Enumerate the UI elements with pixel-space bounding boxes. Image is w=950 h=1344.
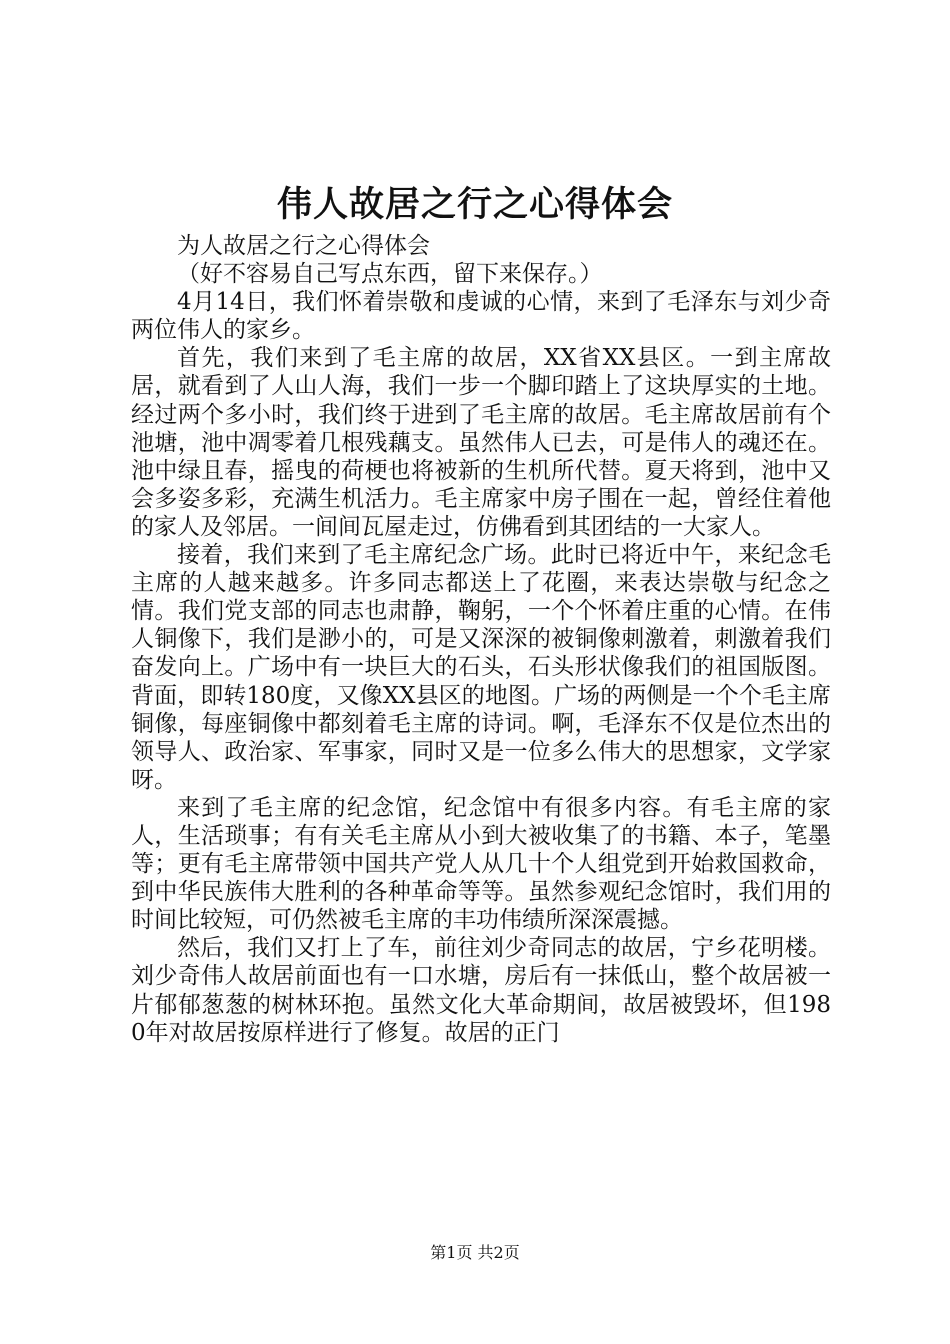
paragraph-mao-former-residence: 首先，我们来到了毛主席的故居，XX省XX县区。一到主席故居，就看到了人山人海，我们一步一个脚印踏上了这块厚实的土地。经过两个多小时，我们终于进到了毛主席的故居。毛主席故居前有个池塘，池中凋零着几根残藕支。虽然伟人已去，可是伟人的魂还在。池中绿且春，摇曳的荷梗也将被新的生机所代替。夏天将到，池中又会多姿多彩，充满生机活力。毛主席家中房子围在一起，曾经住着他的家人及邻居。一间间瓦屋走过，仿佛看到其团结的一大家人。 [131, 345, 831, 540]
document-title: 伟人故居之行之心得体会 [276, 184, 673, 225]
paragraph-intro: 4月14日，我们怀着崇敬和虔诚的心情，来到了毛泽东与刘少奇两位伟人的家乡。 [131, 289, 831, 344]
paragraph-memorial-square: 接着，我们来到了毛主席纪念广场。此时已将近中午，来纪念毛主席的人越来越多。许多同志都送上了花圈，来表达崇敬与纪念之情。我们党支部的同志也肃静，鞠躬，一个个怀着庄重的心情。在伟人铜像下，我们是渺小的，可是又深深的被铜像刺激着，刺激着我们奋发向上。广场中有一块巨大的石头，石头形状像我们的祖国版图。背面，即转180度，又像XX县区的地图。广场的两侧是一个个毛主席铜像，每座铜像中都刻着毛主席的诗词。啊，毛泽东不仅是位杰出的领导人、政治家、军事家，同时又是一位多么伟大的思想家，文学家呀。 [131, 542, 831, 793]
paragraph-note: （好不容易自己写点东西，留下来保存。） [177, 261, 603, 288]
page-number-footer: 第1页 共2页 [430, 1243, 520, 1262]
document-body [131, 232, 831, 1047]
paragraph-memorial-hall: 来到了毛主席的纪念馆，纪念馆中有很多内容。有毛主席的家人，生活琐事；有有关毛主席从小到大被收集了的书籍、本子，笔墨等；更有毛主席带领中国共产党人从几十个人组党到开始救国救命，到中华民族伟大胜利的各种革命等等。虽然参观纪念馆时，我们用的时间比较短，可仍然被毛主席的丰功伟绩所深深震撼。 [131, 794, 831, 934]
paragraph-subtitle: 为人故居之行之心得体会 [177, 233, 430, 259]
paragraph-liu-former-residence: 然后，我们又打上了车，前往刘少奇同志的故居，宁乡花明楼。刘少奇伟人故居前面也有一口水塘，房后有一抹低山，整个故居被一片郁郁葱葱的树林环抱。虽然文化大革命期间，故居被毁坏，但1980年对故居按原样进行了修复。故居的正门 [131, 935, 831, 1046]
